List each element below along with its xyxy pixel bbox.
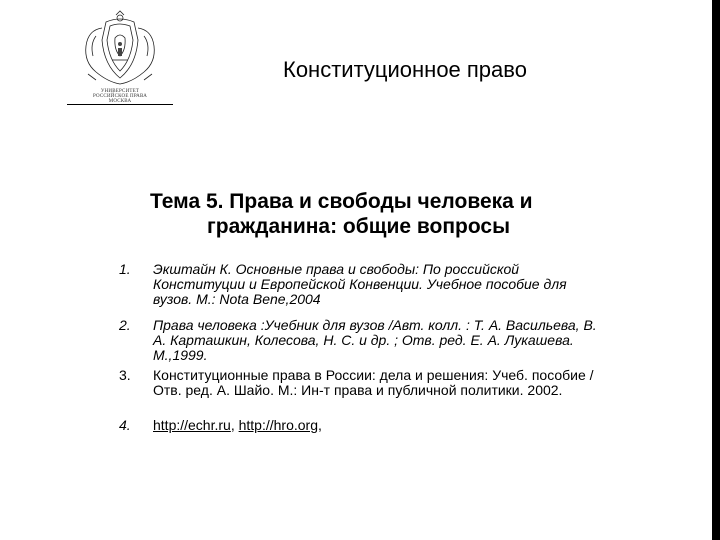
list-item-number: 4. xyxy=(119,417,131,433)
emblem-underline xyxy=(67,104,173,105)
echr-link[interactable]: http://echr.ru xyxy=(153,417,231,433)
topic-title xyxy=(150,189,610,239)
link-separator: , xyxy=(230,417,239,433)
list-item-text: Экштайн К. Основные права и свободы: По российской Конституции и Европейской Конвенции. Учебное пособие для вузов. М.: Nota Bene,2004 xyxy=(153,261,567,307)
list-item-number: 2. xyxy=(119,317,131,333)
trailing-comma: , xyxy=(318,417,322,433)
emblem-caption-line: РОССИЙСКОЕ ПРАВА xyxy=(92,94,148,99)
right-edge-bar xyxy=(712,0,720,540)
hro-link[interactable]: http://hro.org xyxy=(238,417,318,433)
topic-title-line-1: Тема 5. Права и свободы человека и xyxy=(150,190,533,213)
topic-title-line-2: гражданина: общие вопросы xyxy=(207,215,511,238)
list-item-number: 1. xyxy=(119,261,131,277)
list-item-number: 3. xyxy=(119,367,131,383)
list-item-text: Права человека :Учебник для вузов /Авт. колл. : Т. А. Васильева, В. А. Карташкин, Колесова, Н. С. и др. ; Отв. ред. Е. А. Лукашева. М.,1999. xyxy=(153,317,597,363)
course-title: Конституционное право xyxy=(283,57,527,82)
list-item-text xyxy=(153,418,603,433)
emblem-caption-line: УНИВЕРСИТЕТ xyxy=(100,89,140,94)
emblem-caption-line: МОСКВА xyxy=(108,99,132,104)
list-item-text: Конституционные права в России: дела и решения: Учеб. пособие / Отв. ред. А. Шайо. М.: Ин-т права и публичной политики. 2002. xyxy=(153,367,594,398)
emblem-caption xyxy=(74,89,166,104)
